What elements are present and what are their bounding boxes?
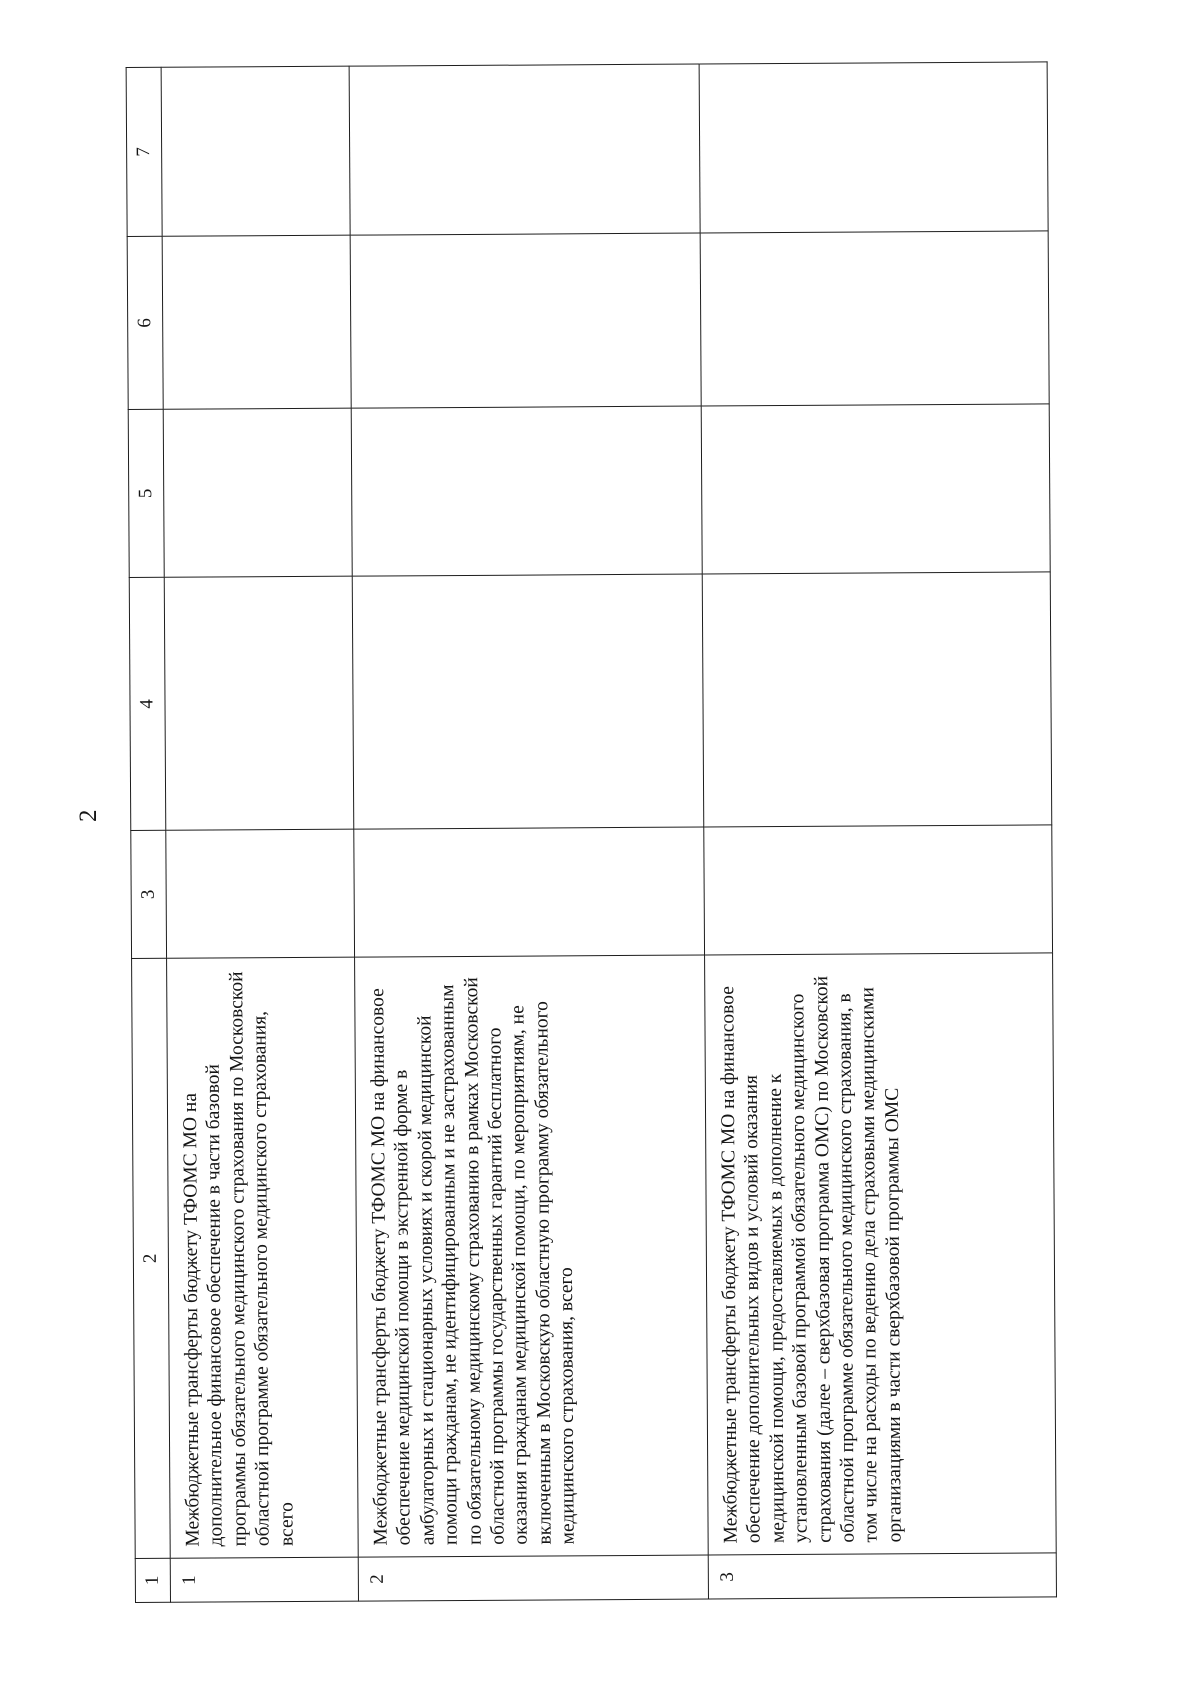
row-number: 1 bbox=[170, 1557, 358, 1602]
column-header: 2 bbox=[132, 958, 171, 1558]
column-header: 1 bbox=[135, 1558, 170, 1602]
rotated-table-sheet bbox=[126, 62, 1055, 1603]
row-description: Межбюджетные трансферты бюджету ТФОМС МО на дополнительное финансовое обеспечение в части базовой программы обязательного медицинского страхования по Московской областной программе обязательного медицинского страхования, всего bbox=[167, 957, 359, 1558]
table-cell bbox=[699, 62, 1048, 233]
table-row bbox=[161, 66, 358, 1602]
table-cell bbox=[166, 829, 355, 958]
table-cell bbox=[700, 231, 1049, 406]
column-header: 7 bbox=[126, 67, 162, 236]
table-cell bbox=[701, 404, 1050, 574]
table-cell bbox=[704, 825, 1053, 955]
table-cell bbox=[352, 574, 704, 829]
table-cell bbox=[163, 408, 352, 577]
row-number: 2 bbox=[358, 1555, 708, 1601]
row-description: Межбюджетные трансферты бюджету ТФОМС МО на финансовое обеспечение дополнительных видов и условий оказания медицинской помощи, предоставляемых в дополнение к установленным базовой программой обязательного медицинского страхования (далее – сверхбазовая программа ОМС) по Московской областной программе обязательного медицинского страхования, в том числе на расходы по ведению дела страховыми медицинскими организациями в части сверхбазовой программы ОМС bbox=[705, 953, 1057, 1555]
row-description: Межбюджетные трансферты бюджету ТФОМС МО на финансовое обеспечение медицинской помощи в экстренной форме в амбулаторных и стационарных условиях и скорой медицинской помощи гражданам, не идентифицированным и не застрахованным по обязательному медицинскому страхованию в рамках Московской областной программы государственных гарантий бесплатного оказания гражданам медицинской помощи, по мероприятиям, не включенным в Московскую областную программу обязательного медицинского страхования, всего bbox=[355, 955, 709, 1557]
column-header: 5 bbox=[128, 409, 164, 577]
row-number: 3 bbox=[708, 1553, 1056, 1599]
table-row bbox=[349, 64, 708, 1601]
table-cell bbox=[349, 64, 700, 235]
column-header: 3 bbox=[131, 830, 167, 958]
column-header: 6 bbox=[127, 236, 163, 409]
table-row bbox=[699, 62, 1056, 1599]
table-cell bbox=[164, 576, 354, 830]
table-cell bbox=[350, 233, 701, 408]
table-cell bbox=[354, 827, 705, 957]
table-cell bbox=[162, 235, 351, 409]
table-cell bbox=[351, 406, 702, 576]
page-number: 2 bbox=[75, 809, 102, 822]
table-cell bbox=[161, 66, 350, 236]
column-header: 4 bbox=[129, 577, 166, 830]
financing-table bbox=[126, 61, 1057, 1603]
table-cell bbox=[702, 572, 1052, 827]
